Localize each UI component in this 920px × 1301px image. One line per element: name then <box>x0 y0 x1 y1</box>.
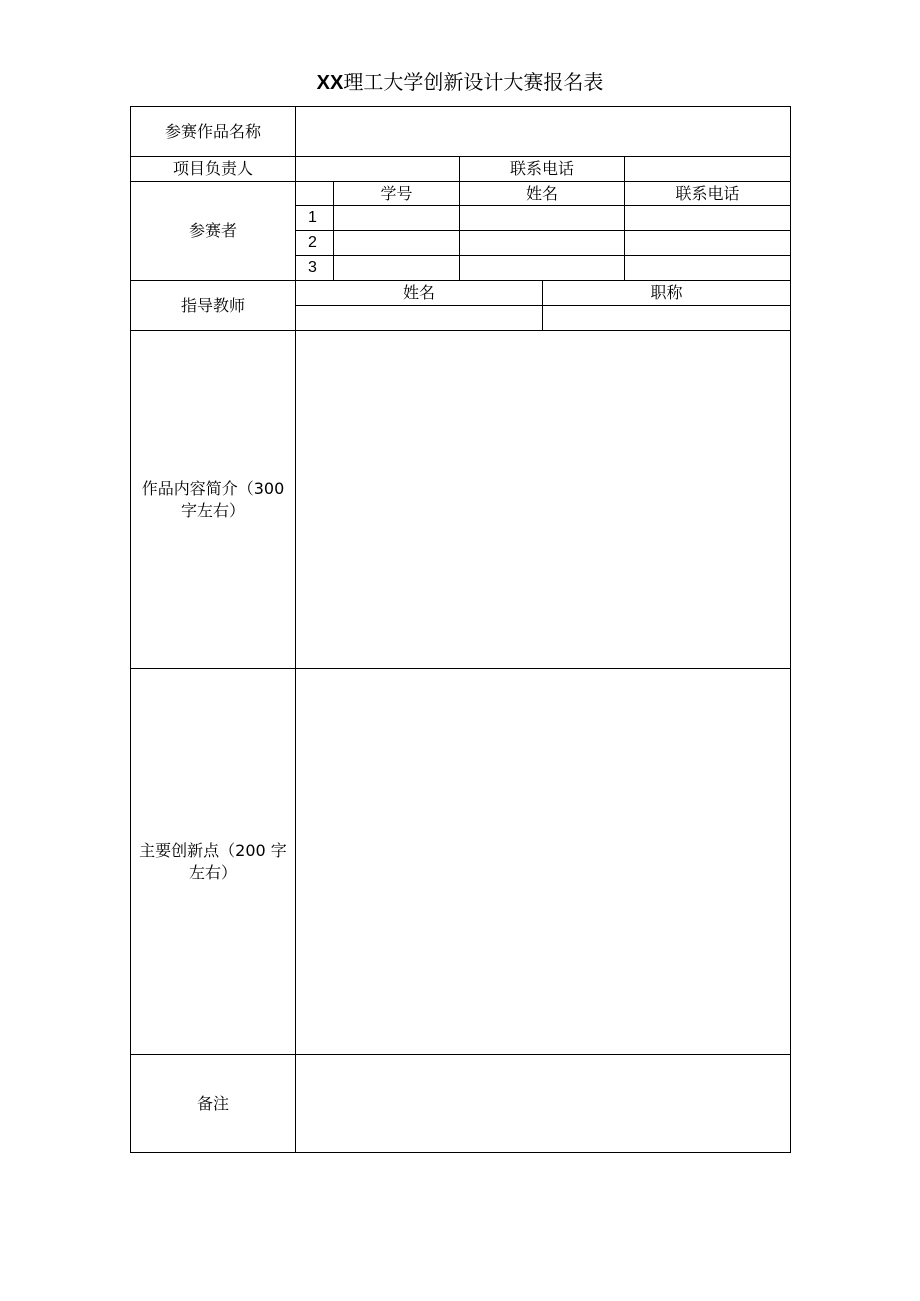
row-number-2: 2 <box>308 234 317 251</box>
remarks-field[interactable] <box>296 1055 790 1152</box>
advisor-name-header: 姓名 <box>402 283 435 302</box>
student-id-header: 学号 <box>380 183 413 203</box>
participant-3-phone-field[interactable] <box>625 256 790 280</box>
innovation-field[interactable] <box>296 669 790 1054</box>
participant-row-number <box>296 256 333 280</box>
participant-1-name-field[interactable] <box>460 206 624 230</box>
participant-3-student-id-field[interactable] <box>334 256 459 280</box>
title-rest: 理工大学创新设计大赛报名表 <box>343 70 604 94</box>
contact-phone-field[interactable] <box>625 157 790 181</box>
participant-row-number <box>296 231 333 255</box>
participant-3-name-field[interactable] <box>460 256 624 280</box>
participant-row-number <box>296 206 333 230</box>
participant-1-phone-field[interactable] <box>625 206 790 230</box>
title-prefix: XX <box>316 72 344 94</box>
project-leader-field[interactable] <box>296 157 459 181</box>
entry-name-field[interactable] <box>296 107 790 156</box>
advisor-title-header: 职称 <box>650 283 683 302</box>
contact-phone-label: 联系电话 <box>509 159 574 178</box>
participant-2-phone-field[interactable] <box>625 231 790 255</box>
participant-phone-header: 联系电话 <box>675 183 740 203</box>
summary-field[interactable] <box>296 331 790 668</box>
innovation-label-line-2: 左右） <box>188 862 237 882</box>
remarks-label: 备注 <box>196 1093 229 1113</box>
advisor-label: 指导教师 <box>180 295 245 315</box>
participant-2-name-field[interactable] <box>460 231 624 255</box>
participant-2-student-id-field[interactable] <box>334 231 459 255</box>
participant-1-student-id-field[interactable] <box>334 206 459 230</box>
project-leader-label: 项目负责人 <box>172 159 253 178</box>
innovation-label-line-1: 主要创新点（200 字 <box>139 840 287 860</box>
entry-name-label: 参赛作品名称 <box>164 121 261 141</box>
summary-label <box>131 331 295 668</box>
form-title <box>0 67 920 98</box>
row-number-1: 1 <box>308 209 317 226</box>
name-header: 姓名 <box>525 183 558 203</box>
participants-label: 参赛者 <box>188 221 237 240</box>
summary-label-line-1: 作品内容简介（300 <box>141 478 285 498</box>
summary-label-line-2: 字左右） <box>180 500 245 520</box>
advisor-name-field[interactable] <box>296 306 542 330</box>
row-number-3: 3 <box>308 259 317 276</box>
advisor-title-field[interactable] <box>543 306 790 330</box>
innovation-label <box>131 669 295 1054</box>
